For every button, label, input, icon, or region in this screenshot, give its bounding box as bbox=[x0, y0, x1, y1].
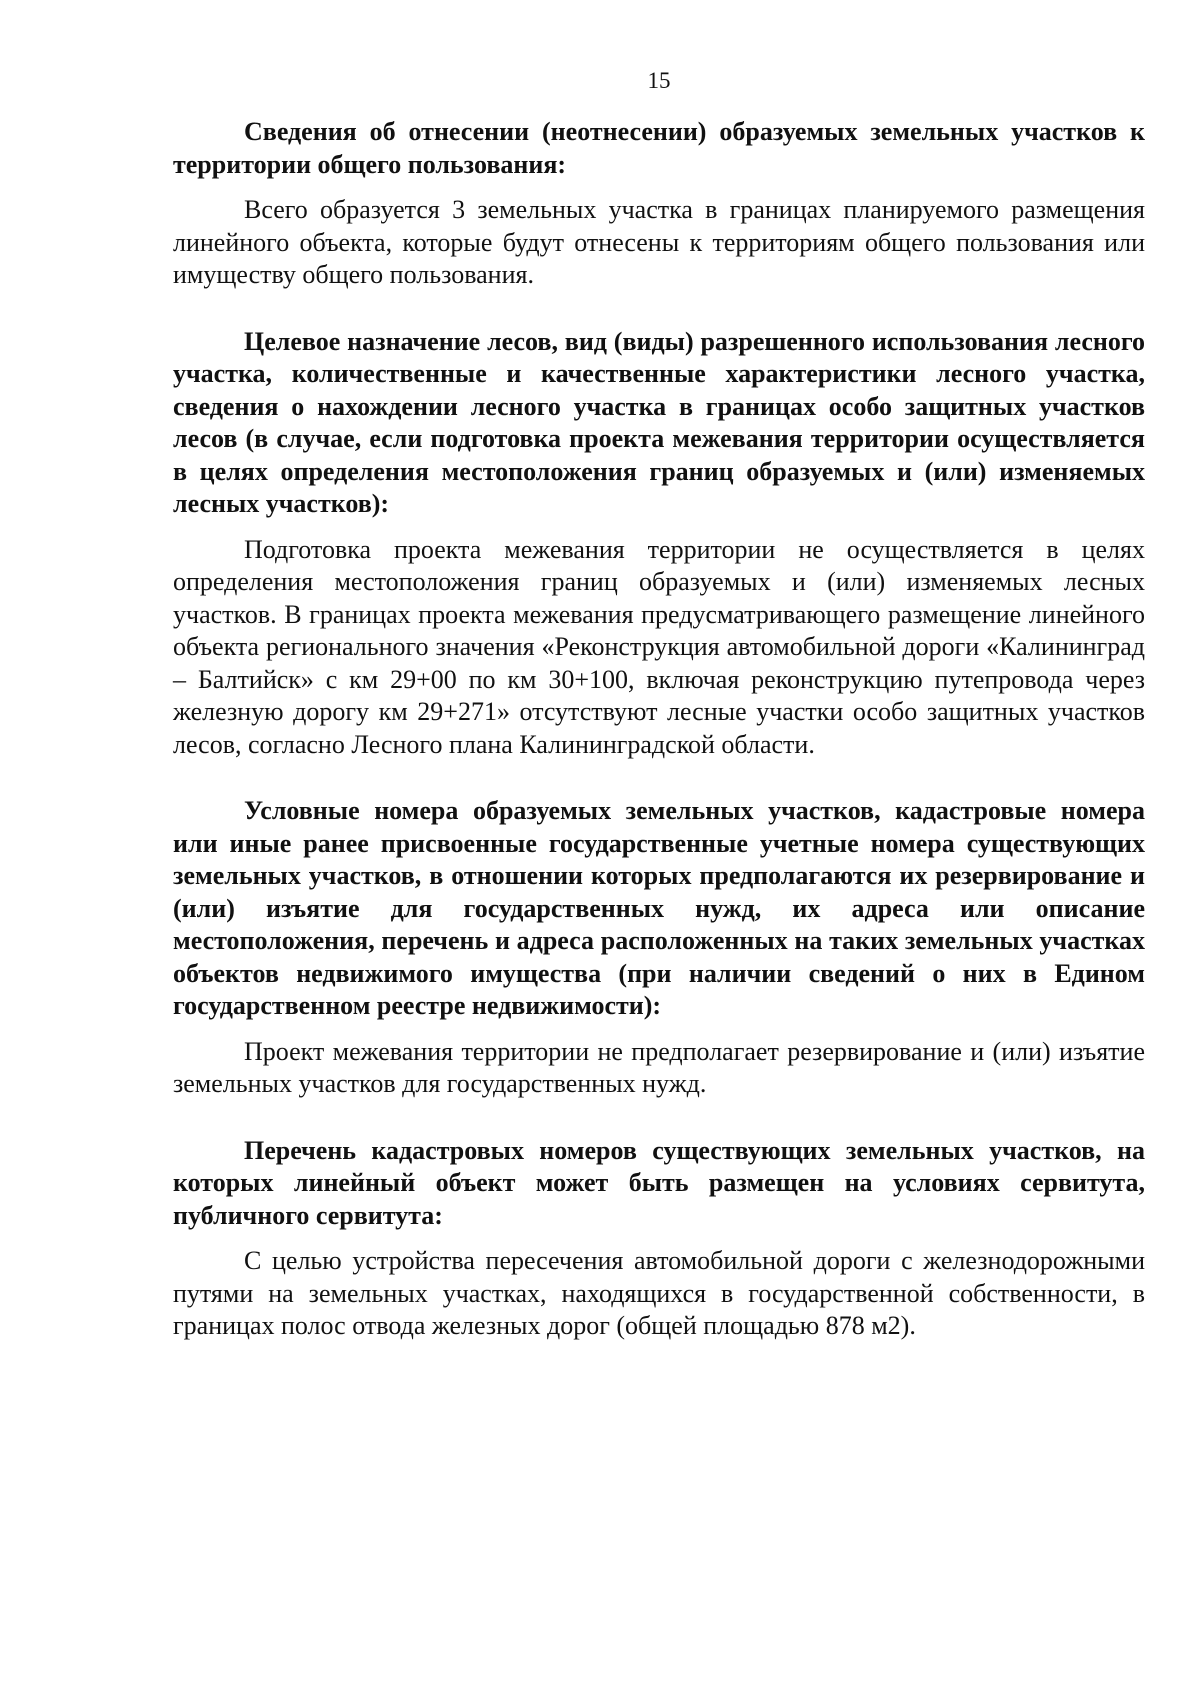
spacer bbox=[173, 521, 1145, 534]
section-4-heading: Перечень кадастровых номеров существующих земельных участков, на которых линейный объект может быть размещен на условиях сервитута, публичного сервитута: bbox=[173, 1135, 1145, 1230]
spacer bbox=[173, 1232, 1145, 1245]
spacer bbox=[173, 181, 1145, 194]
spacer bbox=[173, 1023, 1145, 1036]
section-2-body: Подготовка проекта межевания территории не осуществляется в целях определения местоположения границ образуемых и (или) изменяемых лесных участков. В границах проекта межевания предусматривающего размещение линейного объекта регионального значения «Реконструкция автомобильной дороги «Калининград – Балтийск» с км 29+00 по км 30+100, включая реконструкцию путепровода через железную дорогу км 29+271» отсутствуют лесные участки особо защитных участков лесов, согласно Лесного плана Калининградской области. bbox=[173, 534, 1145, 759]
section-1-body: Всего образуется 3 земельных участка в границах планируемого размещения линейного объекта, которые будут отнесены к территориям общего пользования или имуществу общего пользования. bbox=[173, 195, 1145, 289]
document-page bbox=[173, 66, 1145, 1343]
section-3-body: Проект межевания территории не предполагает резервирование и (или) изъятие земельных участков для государственных нужд. bbox=[173, 1036, 1145, 1098]
spacer bbox=[173, 292, 1145, 326]
section-1-heading: Сведения об отнесении (неотнесении) образуемых земельных участков к территории общего пользования: bbox=[173, 117, 1145, 179]
section-3-heading: Условные номера образуемых земельных участков, кадастровые номера или иные ранее присвоенные государственные учетные номера существующих земельных участков, в отношении которых предполагаются их резервирование и (или) изъятие для государственных нужд, их адреса или описание местоположения, перечень и адреса расположенных на таких земельных участках объектов недвижимого имущества (при наличии сведений о них в Едином государственном реестре недвижимости): bbox=[173, 796, 1145, 1020]
section-4-body: С целью устройства пересечения автомобильной дороги с железнодорожными путями на земельных участках, находящихся в государственной собственности, в границах полос отвода железных дорог (общей площадью 878 м2). bbox=[173, 1246, 1145, 1340]
spacer bbox=[173, 761, 1145, 795]
section-2-heading: Целевое назначение лесов, вид (виды) разрешенного использования лесного участка, количественные и качественные характеристики лесного участка, сведения о нахождении лесного участка в границах особо защитных участков лесов (в случае, если подготовка проекта межевания территории осуществляется в целях определения местоположения границ образуемых и (или) изменяемых лесных участков): bbox=[173, 326, 1145, 518]
page-number: 15 bbox=[647, 68, 671, 93]
spacer bbox=[173, 1101, 1145, 1135]
